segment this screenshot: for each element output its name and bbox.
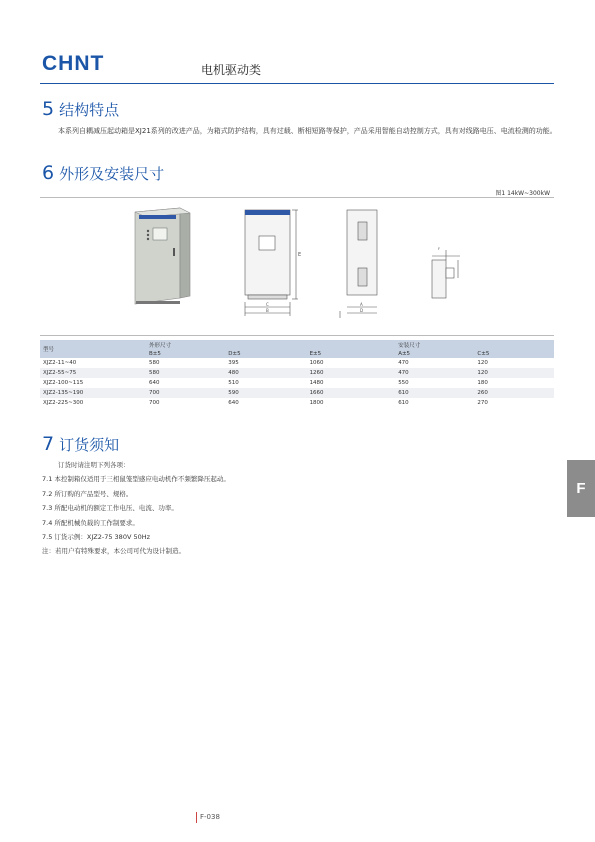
order-note: 注：若用户有特殊要求，本公司可代为设计制造。 (42, 547, 185, 556)
dim-e-label: E (298, 252, 302, 258)
cell-a: 550 (398, 380, 409, 386)
cell-c: 120 (477, 360, 488, 366)
cell-model: XJZ2-135~190 (40, 388, 146, 398)
mount-detail-drawing (432, 250, 460, 298)
dim-d-label: D (360, 308, 364, 313)
cell-a: 610 (395, 388, 474, 398)
section-5-title (42, 98, 119, 120)
cell-c: 180 (477, 380, 488, 386)
cell-e: 1260 (307, 368, 396, 378)
figure-caption: 图1 14kW~300kW (495, 190, 550, 197)
section-5-text: 本系列自耦减压起动箱是XJ21系列的改进产品，为箱式防护结构，具有过载、断相短路等保护，产品采用智能自动控制方式，具有对线路电压、电流检测的功能。 (58, 127, 557, 135)
order-item: 7.3 所配电动机的额定工作电压、电流、功率。 (42, 504, 178, 513)
cell-model: XJZ2-55~75 (40, 368, 146, 378)
cell-model: XJZ2-11~40 (43, 360, 77, 366)
cell-model: XJZ2-225~300 (43, 400, 84, 406)
detail-f-label: F (438, 247, 441, 251)
chint-logo: CHNT (42, 52, 105, 75)
cell-a: 470 (398, 360, 409, 366)
header-category: 电机驱动类 (201, 63, 262, 77)
cell-d: 510 (228, 380, 239, 386)
cell-d: 590 (225, 388, 306, 398)
col-c: C±5 (474, 350, 554, 358)
order-item: 7.4 所配机械负载的工作制要求。 (42, 518, 139, 527)
col-model: 型号 (40, 340, 146, 358)
table-row (40, 388, 554, 398)
dim-a-label: A (360, 302, 363, 307)
section-6-heading: 外形及安装尺寸 (59, 165, 165, 183)
order-item: 7.1 本控制箱仅适用于三相鼠笼型感应电动机作不频繁降压起动。 (42, 475, 230, 484)
col-a: A±5 (395, 350, 474, 358)
cell-c: 260 (474, 388, 554, 398)
dimension-table (40, 340, 554, 408)
cell-e: 1060 (309, 360, 324, 366)
dim-b-label: B (266, 308, 269, 313)
cell-b: 700 (146, 388, 225, 398)
table-row (40, 358, 554, 368)
col-e: E±5 (307, 350, 396, 358)
order-notes (42, 458, 542, 559)
table-row (40, 398, 554, 408)
cabinet-drawings (40, 198, 554, 335)
cell-d: 480 (225, 368, 306, 378)
col-b: B±5 (146, 350, 225, 358)
cell-d: 395 (228, 360, 239, 366)
cell-model: XJZ2-100~115 (43, 380, 84, 386)
section-5-number: 5 (42, 98, 55, 120)
section-6-title (42, 162, 164, 184)
cell-e: 1660 (307, 388, 396, 398)
side-view-drawing (340, 210, 377, 318)
order-item: 7.5 订货示例：XJZ2-75 380V 50Hz (42, 533, 151, 542)
order-item: 7.2 所订购的产品型号、规格。 (42, 489, 133, 498)
cell-b: 640 (149, 380, 160, 386)
cell-a: 610 (398, 400, 409, 406)
front-view-drawing (245, 210, 298, 316)
section-5-heading: 结构特点 (59, 101, 120, 119)
outline-drawings (40, 197, 554, 336)
col-group-install: 安装尺寸 (395, 340, 554, 350)
cell-e: 1480 (309, 380, 324, 386)
cell-b: 580 (146, 368, 225, 378)
section-7-number: 7 (42, 433, 55, 455)
cell-d: 640 (228, 400, 239, 406)
col-group-outline: 外形尺寸 (146, 340, 395, 350)
cell-a: 470 (395, 368, 474, 378)
section-6-number: 6 (42, 162, 55, 184)
dim-c-label: C (266, 302, 269, 307)
table-row (40, 378, 554, 388)
cell-b: 580 (149, 360, 160, 366)
cell-b: 700 (149, 400, 160, 406)
section-7-title (42, 433, 119, 455)
section-7-heading: 订货须知 (59, 436, 120, 454)
chapter-tab: F (567, 460, 595, 517)
cell-c: 120 (474, 368, 554, 378)
cell-e: 1800 (309, 400, 324, 406)
cabinet-photo (135, 208, 190, 304)
cell-c: 270 (477, 400, 488, 406)
order-intro: 订货时请注明下列各项： (58, 461, 130, 469)
col-d: D±5 (225, 350, 306, 358)
table-row (40, 368, 554, 378)
page-number: F-038 (196, 812, 220, 823)
header-divider (40, 83, 554, 84)
